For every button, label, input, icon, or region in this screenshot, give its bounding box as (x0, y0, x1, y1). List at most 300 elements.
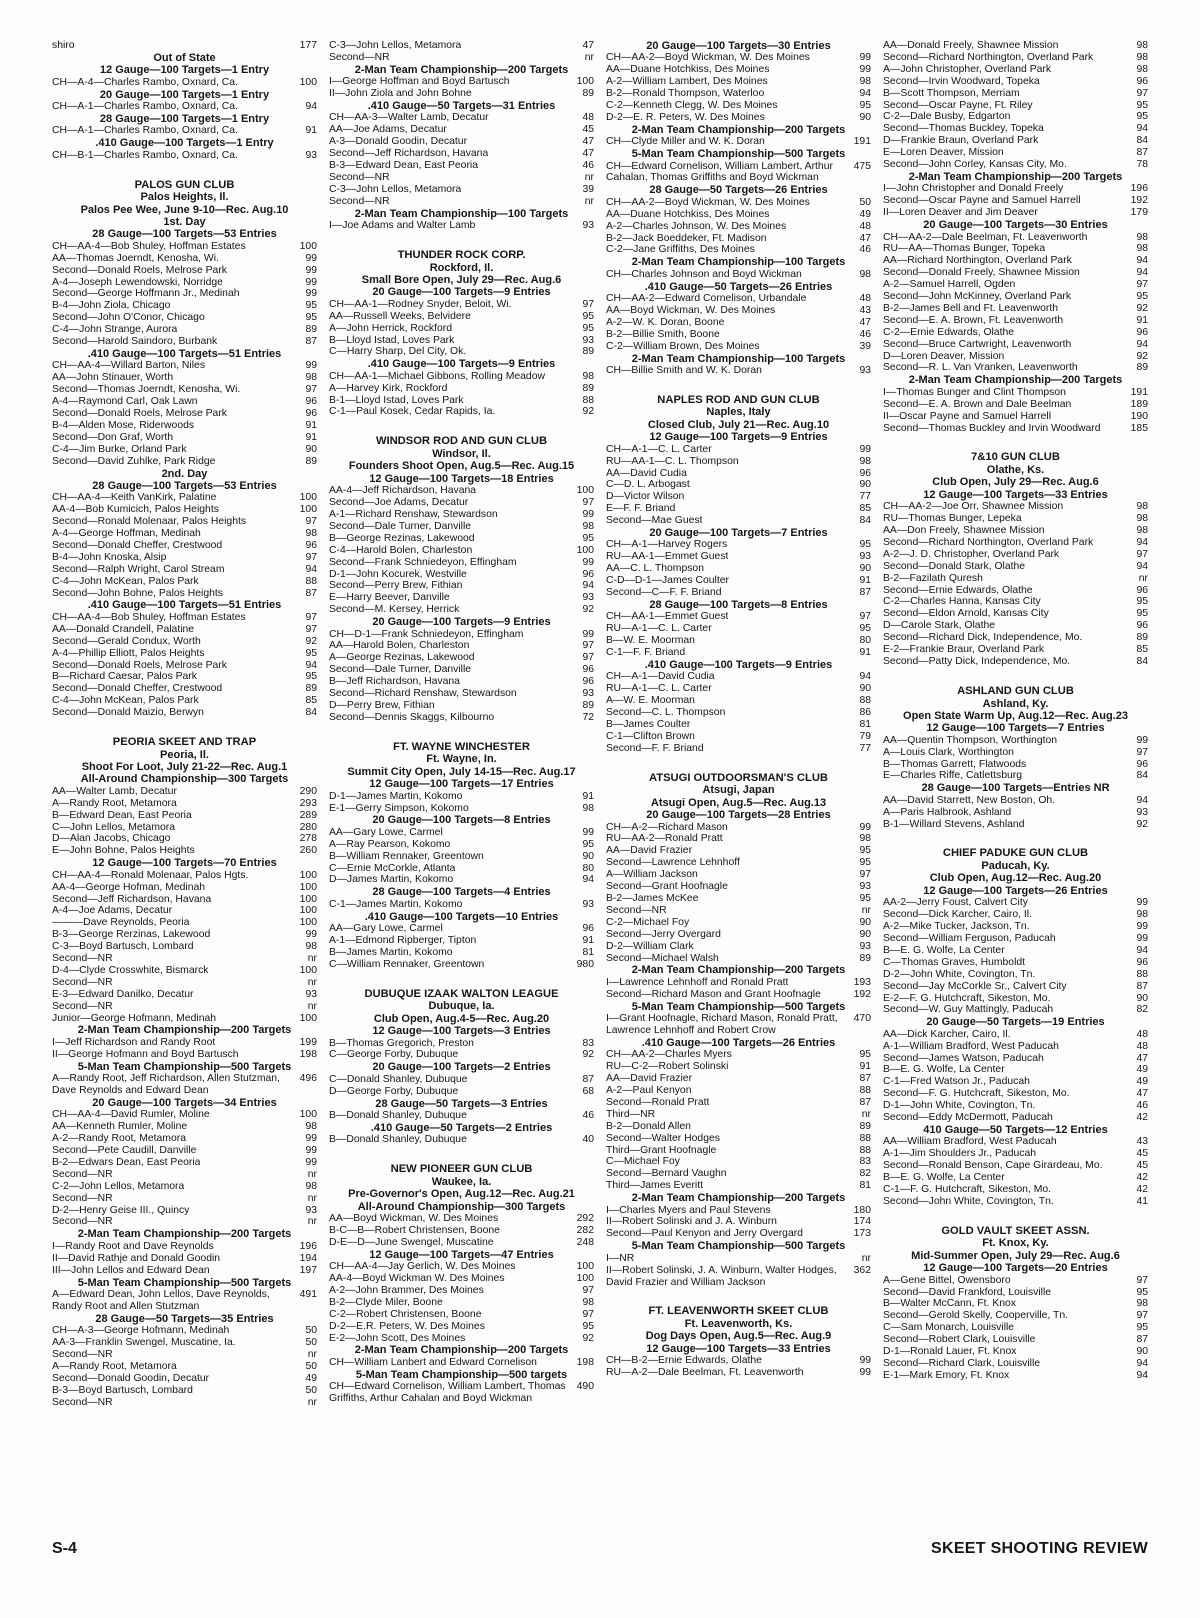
entrant-name: CH—AA-4—Keith VanKirk, Palatine (52, 492, 217, 504)
score: 85 (1136, 644, 1148, 656)
event-heading: 2-Man Team Championship—200 Targets (908, 374, 1123, 387)
entrant-name: E-3—Edward Danilko, Decatur (52, 988, 194, 1000)
score: 99 (305, 1133, 317, 1145)
score: nr (307, 1168, 317, 1180)
score: 50 (305, 1384, 317, 1396)
result-line (606, 136, 871, 148)
score: 98 (859, 268, 871, 280)
event-heading: 2-Man Team Championship—200 Targets (631, 123, 846, 136)
entrant-name: D-E—D—June Swengel, Muscatine (329, 1236, 494, 1248)
entrant-name: Second—Michael Walsh (606, 952, 719, 964)
publication-title: SKEET SHOOTING REVIEW (931, 1540, 1148, 1557)
score: 47 (582, 148, 594, 160)
result-line (52, 1169, 317, 1181)
score: 85 (305, 695, 317, 707)
entrant-name: AA-4—Boyd Wickman W. Des Moines (329, 1273, 505, 1285)
score: 475 (853, 160, 871, 172)
entrant-name: A—Randy Root, Metamora (52, 1360, 177, 1372)
score: 95 (859, 893, 871, 904)
entrant-name: Second—Richard Clark, Louisville (883, 1358, 1041, 1369)
entrant-name: D—Victor Wilson (606, 491, 685, 503)
entrant-name: Second—Oscar Payne and Samuel Harrell (883, 195, 1081, 207)
result-line (883, 957, 1148, 969)
entrant-name: Second—Donald Roels, Melrose Park (52, 264, 227, 276)
result-line (883, 1064, 1148, 1076)
score: 185 (1130, 422, 1148, 434)
entrant-name: Second—Thomas Joerndt, Kenosha, Wi. (52, 384, 241, 396)
score: 50 (305, 1337, 317, 1349)
entrant-name: RU—C-2—Robert Solinski (606, 1061, 729, 1073)
result-line (883, 747, 1148, 759)
score: 198 (576, 1356, 594, 1368)
score: 362 (853, 1264, 871, 1276)
result-line (883, 1100, 1148, 1112)
result-line (52, 101, 317, 113)
score: 90 (859, 683, 871, 695)
score: 94 (1136, 255, 1148, 267)
event-heading: 2-Man Team Championship—200 Targets (77, 1228, 292, 1241)
result-line (329, 1049, 594, 1061)
result-line (883, 1346, 1148, 1358)
result-line (606, 743, 871, 755)
entrant-name: CH—AA-2—Joe Orr, Shawnee Mission (883, 501, 1064, 513)
entrant-name: B-4—John Knoska, Alsip (52, 551, 167, 563)
score: 99 (1136, 933, 1148, 944)
score: 95 (1136, 291, 1148, 303)
result-line (606, 1367, 871, 1379)
entrant-name: B—Thomas Gregorich, Preston (329, 1037, 474, 1049)
entrant-name: AA-4—Bob Kumicich, Palos Heights (52, 504, 219, 516)
result-line (883, 759, 1148, 771)
score: 90 (582, 850, 594, 862)
score: 95 (582, 532, 594, 544)
entrant-name: C-2—Charles Hanna, Kansas City (883, 596, 1041, 608)
score: 46 (859, 328, 871, 340)
result-line (52, 1133, 317, 1145)
entrant-name: Second—Jay McCorkle Sr., Calvert City (883, 980, 1067, 992)
entrant-name: AA—Boyd Wickman, W. Des Moines (606, 304, 776, 316)
entrant-name: CH—A-3—George Hofmann, Medinah (52, 1325, 230, 1337)
entrant-name: AA-4—Jeff Richardson, Havana (329, 485, 477, 497)
result-line (52, 40, 317, 52)
event-heading: 20 Gauge—100 Targets—8 Entries (372, 814, 551, 827)
result-line (883, 1322, 1148, 1334)
score: 94 (1136, 944, 1148, 956)
result-line (52, 1337, 317, 1349)
score: 39 (582, 183, 594, 195)
result-line (883, 945, 1148, 957)
entrant-name: RU—AA-1—Emmet Guest (606, 551, 729, 563)
score: 94 (1136, 123, 1148, 135)
score: 81 (859, 1180, 871, 1192)
result-line (883, 1184, 1148, 1196)
event-heading: .410 Gauge—100 Targets—9 Entries (644, 659, 833, 671)
score: 95 (1136, 99, 1148, 111)
entrant-name: II—David Rathje and Donald Goodin (52, 1252, 221, 1264)
score: 48 (1136, 1040, 1148, 1052)
score: 97 (582, 1308, 594, 1320)
entrant-name: A—Ray Pearson, Kokomo (329, 838, 451, 850)
entrant-name: AA—Quentin Thompson, Worthington (883, 734, 1058, 746)
entrant-name: E-2—Frankie Braur, Overland Park (883, 644, 1045, 656)
entrant-name: Second—Dale Turner, Danville (329, 664, 472, 676)
result-line (52, 150, 317, 162)
entrant-name: CH—Edward Cornelison, William Lambert, Thomas Griffiths, Arthur Cahalan and Boyd Wickman (329, 1381, 566, 1405)
entrant-name: Second—Mae Guest (606, 515, 703, 527)
event-heading: Paducah, Ky. (981, 860, 1050, 873)
score: 260 (299, 845, 317, 857)
result-line (52, 528, 317, 540)
result-line (329, 839, 594, 851)
score: 45 (1136, 1148, 1148, 1160)
score: nr (307, 1000, 317, 1012)
result-line (52, 456, 317, 468)
event-heading: Palos Pee Wee, June 9-10—Rec. Aug.10 (80, 203, 289, 216)
result-line (329, 1213, 594, 1225)
entrant-name: C-1—Paul Kosek, Cedar Rapids, Ia. (329, 406, 496, 418)
score: 196 (299, 1240, 317, 1252)
score: nr (307, 1348, 317, 1360)
entrant-name: B-3—Edward Dean, East Peoria (329, 160, 479, 172)
result-line (52, 324, 317, 336)
result-line (883, 596, 1148, 608)
result-line (883, 1287, 1148, 1299)
entrant-name: CH—AA-2—Boyd Wickman, W. Des Moines (606, 52, 810, 64)
entrant-name: Second—Don Graf, Worth (52, 431, 174, 443)
score: 88 (305, 575, 317, 587)
result-line (883, 1136, 1148, 1148)
event-heading: Atsugi, Japan (702, 784, 775, 797)
result-line (606, 341, 871, 353)
result-line (606, 1205, 871, 1217)
result-line (606, 197, 871, 209)
event-heading: Rockford, Il. (429, 261, 494, 274)
result-line (606, 1180, 871, 1192)
entrant-name: A-2—Randy Root, Metamora (52, 1133, 186, 1145)
result-line (883, 1004, 1148, 1016)
event-heading: 28 Gauge—50 Targets—35 Entries (95, 1312, 274, 1325)
result-line (329, 148, 594, 160)
entrant-name: B—Scott Thompson, Merriam (883, 87, 1020, 99)
entrant-name: AA—Kenneth Rumler, Moline (52, 1121, 188, 1133)
score: 97 (305, 516, 317, 528)
entrant-name: Second—NR (52, 1000, 113, 1012)
result-line (52, 444, 317, 456)
result-line (52, 636, 317, 648)
score: 87 (305, 336, 317, 348)
score: 47 (859, 232, 871, 244)
entrant-name: Second—Harold Saindoro, Burbank (52, 336, 218, 348)
result-line (52, 384, 317, 396)
result-line (52, 1037, 317, 1049)
entrant-name: CH—AA-2—Charles Myers (606, 1049, 732, 1061)
event-heading: 2-Man Team Championship—200 Targets (631, 964, 846, 977)
event-heading: 20 Gauge—50 Targets—19 Entries (926, 1016, 1105, 1029)
entrant-name: Second—NR (329, 195, 390, 207)
event-heading: Club Open, Aug.12—Rec. Aug.20 (929, 872, 1102, 885)
entrant-name: Second—James Watson, Paducah (883, 1052, 1044, 1064)
result-line (883, 423, 1148, 435)
result-line (606, 1156, 871, 1168)
result-line (883, 40, 1148, 52)
result-line (883, 573, 1148, 585)
score: 42 (1136, 1172, 1148, 1184)
entrant-name: B—Donald Shanley, Dubuque (329, 1134, 467, 1146)
section-spacer (329, 971, 594, 979)
score: nr (861, 1252, 871, 1264)
results-columns (52, 40, 1148, 1520)
score: nr (307, 1216, 317, 1228)
result-line (606, 917, 871, 929)
entrant-name: CH—B-2—Ernie Edwards, Olathe (606, 1355, 762, 1367)
score: 92 (582, 1332, 594, 1344)
entrant-name: AA—William Bradford, West Paducah (883, 1136, 1057, 1148)
entrant-name: B-C—B—Robert Christensen, Boone (329, 1224, 500, 1236)
result-line (883, 291, 1148, 303)
entrant-name: Second—NR (52, 953, 113, 965)
entrant-name: C—John Lellos, Metamora (52, 821, 176, 833)
entrant-name: A—William Jackson (606, 869, 698, 881)
entrant-name: Second—Richard Northington, Overland Park (883, 536, 1094, 548)
entrant-name: Second—NR (329, 171, 390, 183)
result-line (883, 339, 1148, 351)
event-heading: Dog Days Open, Aug.5—Rec. Aug.9 (645, 1330, 832, 1343)
event-heading: 2-Man Team Championship—100 Targets (631, 352, 846, 365)
score: 98 (582, 802, 594, 814)
entrant-name: C-D—D-1—James Coulter (606, 575, 729, 587)
event-heading: All-Around Championship—300 Targets (80, 773, 289, 786)
entrant-name: Second—C. L. Thompson (606, 707, 726, 719)
score: 95 (582, 310, 594, 322)
score: 90 (1136, 1346, 1148, 1358)
entrant-name: Second—Dennis Skaggs, Kilbourno (329, 711, 495, 723)
entrant-name: RU—AA-1—C. L. Thompson (606, 455, 739, 467)
entrant-name: I—NR (606, 1252, 635, 1264)
event-heading: Ft. Knox, Ky. (982, 1237, 1049, 1250)
entrant-name: A-2—Paul Kenyon (606, 1085, 692, 1096)
score: 95 (1136, 1322, 1148, 1334)
result-line (329, 346, 594, 358)
event-heading: Dubuque, Ia. (428, 1000, 495, 1013)
result-line (883, 76, 1148, 88)
event-heading: 12 Gauge—100 Targets—33 Entries (646, 1342, 831, 1355)
result-line (52, 671, 317, 683)
score: 96 (582, 676, 594, 688)
event-heading: Windsor, Il. (432, 447, 491, 460)
score: 48 (859, 293, 871, 305)
score: 99 (305, 1156, 317, 1168)
event-heading: 12 Gauge—100 Targets—9 Entries (649, 431, 828, 444)
score: 198 (299, 1048, 317, 1060)
result-line (52, 492, 317, 504)
event-heading: Ashland, Ky. (982, 697, 1049, 710)
score: 92 (1136, 350, 1148, 362)
event-heading: 20 Gauge—100 Targets—30 Entries (646, 40, 831, 52)
score: 100 (299, 869, 317, 881)
result-line (883, 327, 1148, 339)
entrant-name: CH—AA-4—Ronald Molenaar, Palos Hgts. (52, 869, 249, 881)
score: 39 (859, 340, 871, 352)
entrant-name: B—E. G. Wolfe, La Center (883, 1172, 1005, 1184)
result-line (329, 557, 594, 569)
club-name: PALOS GUN CLUB (134, 178, 235, 191)
entrant-name: CH—D-1—Frank Schniedeyon, Effingham (329, 628, 524, 640)
event-heading: 2-Man Team Championship—200 Targets (77, 1024, 292, 1037)
result-line (606, 503, 871, 515)
score: nr (1138, 572, 1148, 584)
result-line (329, 112, 594, 124)
score: 96 (1136, 326, 1148, 338)
score: 82 (1136, 1004, 1148, 1016)
score: 94 (859, 671, 871, 683)
event-heading: .410 Gauge—100 Targets—26 Entries (641, 1036, 836, 1049)
entrant-name: Second—Richard Renshaw, Stewardson (329, 688, 517, 700)
result-line (52, 1373, 317, 1385)
score: 78 (1136, 159, 1148, 171)
score: 92 (582, 406, 594, 418)
score: 95 (859, 623, 871, 635)
score: 91 (859, 647, 871, 659)
event-heading: Olathe, Ks. (986, 464, 1045, 476)
result-line (606, 1133, 871, 1145)
entrant-name: Second—E. A. Brown, Ft. Leavenworth (883, 314, 1064, 326)
score: 87 (582, 1073, 594, 1085)
entrant-name: C—Donald Shanley, Dubuque (329, 1073, 468, 1085)
result-line (329, 52, 594, 64)
result-line (52, 929, 317, 941)
result-line (606, 587, 871, 599)
event-heading: 5-Man Team Championship—500 targets (355, 1368, 568, 1381)
score: 87 (305, 587, 317, 599)
entrant-name: B—George Rezinas, Lakewood (329, 532, 475, 544)
score: 87 (1136, 147, 1148, 159)
entrant-name: C—Sam Monarch, Louisville (883, 1322, 1015, 1334)
entrant-name: Second—Thomas Buckley and Irvin Woodward (883, 422, 1101, 434)
event-heading: 28 Gauge—100 Targets—53 Entries (92, 479, 277, 492)
result-line (883, 123, 1148, 135)
score: 46 (582, 1109, 594, 1121)
score: 293 (299, 797, 317, 809)
section-spacer (883, 1208, 1148, 1216)
entrant-name: Second—Grant Hoofnagle (606, 881, 728, 893)
score: 100 (299, 504, 317, 516)
score: 91 (582, 790, 594, 802)
result-line (883, 362, 1148, 374)
score: 179 (1130, 207, 1148, 219)
event-heading: 28 Gauge—100 Targets—53 Entries (92, 228, 277, 241)
score: 99 (1136, 921, 1148, 933)
entrant-name: C-2—Jane Griffiths, Des Moines (606, 244, 755, 256)
result-line (329, 172, 594, 184)
result-line (52, 241, 317, 253)
result-line (883, 993, 1148, 1005)
result-line (883, 1041, 1148, 1053)
entrant-name: Second—Pete Caudill, Danville (52, 1145, 197, 1157)
result-line (329, 947, 594, 959)
event-heading: Club Open, Aug.4-5—Rec. Aug.20 (373, 1012, 550, 1025)
entrant-name: A-4—George Hoffman, Medinah (52, 528, 201, 540)
event-heading: 28 Gauge—100 Targets—8 Entries (649, 598, 828, 611)
score: 84 (305, 707, 317, 719)
entrant-name: Junior—George Hofmann, Medinah (52, 1012, 217, 1024)
score: 88 (859, 1132, 871, 1144)
entrant-name: Second—NR (52, 1192, 113, 1204)
result-line (606, 1061, 871, 1073)
entrant-name: CH—B-1—Charles Rambo, Oxnard, Ca. (52, 149, 238, 161)
entrant-name: AA—David Starrett, New Boston, Oh. (883, 794, 1056, 806)
result-line (883, 207, 1148, 219)
score: 48 (582, 112, 594, 124)
entrant-name: B-2—James Bell and Ft. Leavenworth (883, 302, 1058, 314)
score: 98 (305, 1180, 317, 1192)
entrant-name: Second—John Bohne, Palos Heights (52, 587, 223, 599)
result-line (52, 894, 317, 906)
entrant-name: A—Gene Bittel, Owensboro (883, 1274, 1011, 1286)
result-line (52, 564, 317, 576)
score: 45 (1136, 1160, 1148, 1172)
club-name: CHIEF PADUKE GUN CLUB (942, 847, 1089, 860)
entrant-name: Second—Ralph Wright, Carol Stream (52, 563, 225, 575)
result-line (52, 822, 317, 834)
column-4 (883, 40, 1148, 1520)
score: 191 (1130, 386, 1148, 398)
score: 84 (1136, 770, 1148, 782)
score: 95 (582, 838, 594, 850)
result-line (606, 233, 871, 245)
score: 89 (1136, 632, 1148, 644)
entrant-name: B-1—Lloyd Istad, Loves Park (329, 394, 464, 406)
entrant-name: Third—Grant Hoofnagle (606, 1144, 717, 1156)
entrant-name: A-4—Raymond Carl, Oak Lawn (52, 396, 198, 408)
entrant-name: E-2—F. G. Hutchcraft, Sikeston, Mo. (883, 992, 1051, 1004)
event-heading: 12 Gauge—100 Targets—7 Entries (926, 722, 1105, 735)
entrant-name: Second—R. L. Van Vranken, Leavenworth (883, 362, 1078, 374)
club-name: DUBUQUE IZAAK WALTON LEAGUE (364, 987, 559, 1000)
entrant-name: D-2—E.R. Peters, W. Des Moines (329, 1320, 485, 1332)
result-line (883, 315, 1148, 327)
club-name: ASHLAND GUN CLUB (957, 684, 1074, 697)
entrant-name: C-1—F. G. Hutchcraft, Sikeston, Mo. (883, 1184, 1052, 1196)
event-heading: 5-Man Team Championship—500 Targets (631, 148, 846, 161)
entrant-name: Second—Thomas Buckley, Topeka (883, 123, 1044, 135)
result-line (52, 516, 317, 528)
score: 95 (859, 857, 871, 869)
entrant-name: B-2—James McKee (606, 893, 699, 904)
score: 47 (1136, 1088, 1148, 1100)
club-name: NEW PIONEER GUN CLUB (390, 1163, 533, 1176)
result-line (883, 399, 1148, 411)
event-heading: Ft. Wayne, In. (426, 753, 497, 766)
score: 89 (582, 382, 594, 394)
event-heading: 28 Gauge—100 Targets—1 Entry (99, 112, 270, 125)
entrant-name: AA—Joe Adams, Decatur (329, 124, 447, 136)
score: 95 (859, 1049, 871, 1061)
section-spacer (883, 434, 1148, 442)
result-line (883, 52, 1148, 64)
entrant-name: D-1—John White, Covington, Tn. (883, 1100, 1036, 1112)
result-line (883, 232, 1148, 244)
result-line (606, 671, 871, 683)
entrant-name: D-2—William Clark (606, 940, 694, 952)
event-heading: Club Open, July 29—Rec. Aug.6 (932, 476, 1099, 489)
result-line (329, 712, 594, 724)
result-line (52, 695, 317, 707)
entrant-name: Second—NR (52, 1216, 113, 1228)
entrant-name: Second—Gerold Skelly, Cooperville, Tn. (883, 1310, 1069, 1322)
event-heading: .410 Gauge—50 Targets—26 Entries (644, 280, 833, 293)
score: 98 (582, 370, 594, 382)
score: 94 (582, 580, 594, 592)
